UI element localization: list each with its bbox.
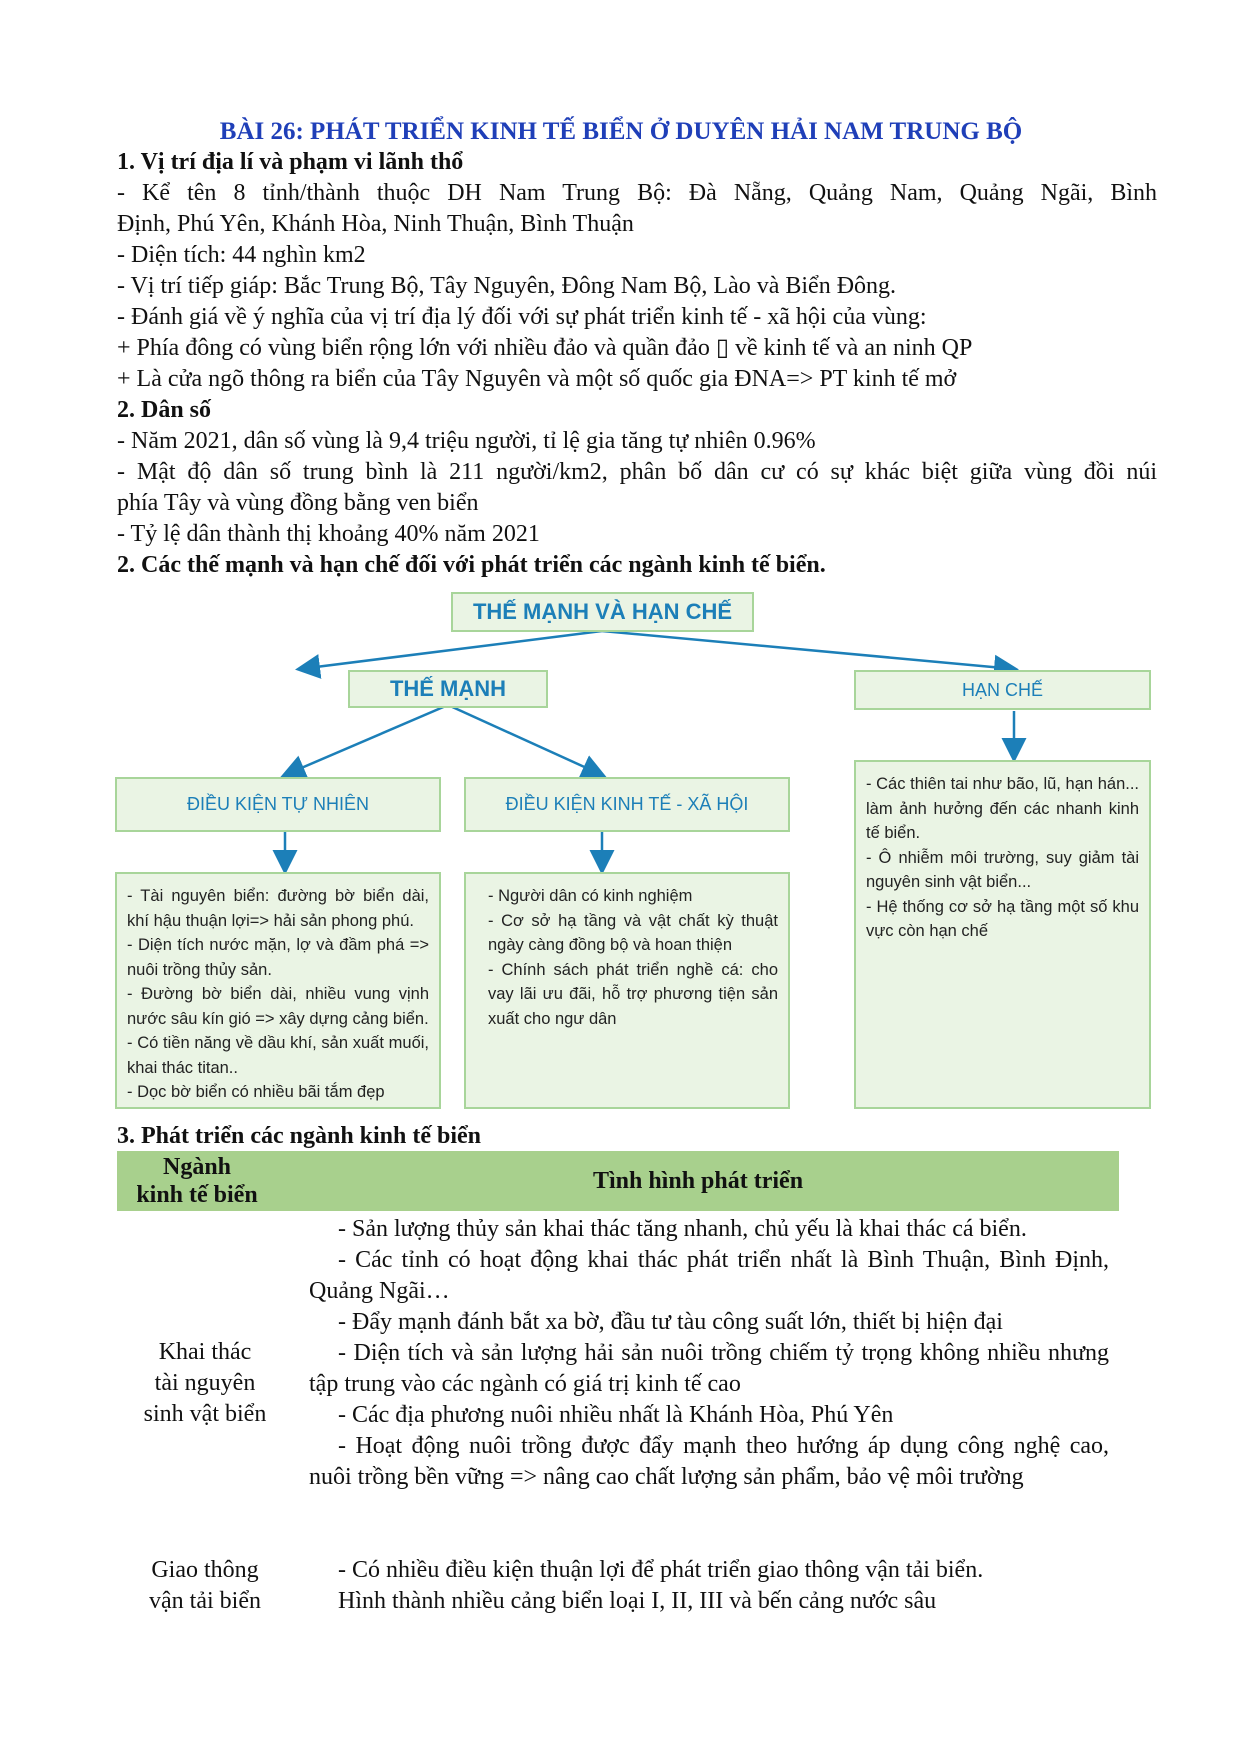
section2b-heading: 2. Các thế mạnh và hạn chế đối với phát triển các ngành kinh tế biển.	[117, 552, 826, 578]
natural-conditions-content	[115, 872, 441, 1109]
row1-item: - Sản lượng thủy sản khai thác tăng nhanh, chủ yếu là khai thác cá biển.	[338, 1216, 1027, 1242]
socio-economic-content	[464, 872, 790, 1109]
row1-item: - Hoạt động nuôi trồng được đẩy mạnh theo hướng áp dụng công nghệ cao, nuôi trồng bền vững => nâng cao chất lượng sản phẩm, bảo vệ môi trường	[309, 1433, 1109, 1490]
limit-item: - Ô nhiễm môi trường, suy giảm tài nguyên sinh vật biển...	[866, 848, 1139, 891]
provinces-line2: Định, Phú Yên, Khánh Hòa, Ninh Thuận, Bình Thuận	[117, 211, 634, 237]
row2-item: - Có nhiều điều kiện thuận lợi để phát triển giao thông vận tải biển.	[338, 1557, 984, 1583]
row1-development	[309, 1214, 1109, 1493]
strengths-limits-diagram	[115, 585, 1163, 1115]
area-text: - Diện tích: 44 nghìn km2	[117, 242, 366, 268]
natural-item: - Có tiền năng về dầu khí, sản xuất muối, khai thác titan..	[127, 1034, 429, 1077]
col1-line2: kinh tế biển	[136, 1182, 258, 1208]
table-header-col1	[117, 1151, 277, 1209]
limits-content	[854, 760, 1151, 1109]
natural-item: - Tài nguyên biển: đường bờ biển dài, khí hậu thuận lợi=> hải sản phong phú.	[127, 887, 429, 930]
row1-name-line2: tài nguyên	[154, 1370, 256, 1396]
natural-item: - Đường bờ biển dài, nhiều vung vịnh nước sâu kín gió => xây dựng cảng biển.	[127, 985, 429, 1028]
socio-item: - Cơ sở hạ tầng và vật chất kỳ thuật ngày càng đồng bộ và hoan thiện	[488, 911, 778, 954]
population-text: - Năm 2021, dân số vùng là 9,4 triệu người, tỉ lệ gia tăng tự nhiên 0.96%	[117, 428, 816, 454]
natural-conditions-box: ĐIỀU KIỆN TỰ NHIÊN	[115, 777, 441, 832]
row1-name-line3: sinh vật biển	[143, 1401, 267, 1427]
limits-box: HẠN CHẾ	[854, 670, 1151, 710]
row2-name-line2: vận tải biển	[149, 1588, 261, 1614]
evaluation-point1: + Phía đông có vùng biển rộng lớn với nhiều đảo và quần đảo ▯ về kinh tế và an ninh QP	[117, 335, 973, 361]
row1-item: - Các địa phương nuôi nhiều nhất là Khánh Hòa, Phú Yên	[338, 1402, 894, 1428]
row1-item: - Đẩy mạnh đánh bắt xa bờ, đầu tư tàu công suất lớn, thiết bị hiện đại	[338, 1309, 1003, 1335]
socio-item: - Người dân có kinh nghiệm	[488, 887, 693, 905]
row2-name-line1: Giao thông	[151, 1557, 259, 1583]
row1-sector-name	[125, 1337, 285, 1430]
socio-economic-box: ĐIỀU KIỆN KINH TẾ - XÃ HỘI	[464, 777, 790, 832]
limit-item: - Các thiên tai như bão, lũ, hạn hán... làm ảnh hưởng đến các nhanh kinh tế biển.	[866, 775, 1139, 842]
density-line1: - Mật độ dân số trung bình là 211 người/km2, phân bố dân cư có sự khác biệt giữa vùng đồi núi	[117, 459, 1157, 485]
diagram-root-box: THẾ MẠNH VÀ HẠN CHẾ	[451, 592, 754, 632]
row2-sector-name	[125, 1555, 285, 1617]
socio-item: - Chính sách phát triển nghề cá: cho vay lãi ưu đãi, hỗ trợ phương tiện sản xuất cho ngư dân	[488, 960, 778, 1028]
col1-line1: Ngành	[162, 1154, 232, 1180]
row1-name-line1: Khai thác	[158, 1339, 252, 1365]
evaluation-text: - Đánh giá về ý nghĩa của vị trí địa lý đối với sự phát triển kinh tế - xã hội của vùng:	[117, 304, 927, 330]
evaluation-point2: + Là cửa ngõ thông ra biển của Tây Nguyên và một số quốc gia ĐNA=> PT kinh tế mở	[117, 366, 957, 392]
page-title: BÀI 26: PHÁT TRIỂN KINH TẾ BIỂN Ở DUYÊN HẢI NAM TRUNG BỘ	[219, 118, 1023, 145]
natural-item: - Dọc bờ biển có nhiều bãi tắm đẹp	[127, 1083, 385, 1101]
section1-heading: 1. Vị trí địa lí và phạm vi lãnh thổ	[117, 149, 464, 175]
row2-development	[309, 1555, 1109, 1617]
table-header-col2: Tình hình phát triển	[592, 1168, 804, 1194]
section3-heading: 3. Phát triển các ngành kinh tế biển	[117, 1123, 482, 1149]
density-line2: phía Tây và vùng đồng bằng ven biển	[117, 490, 479, 516]
limit-item: - Hệ thống cơ sở hạ tầng một số khu vực còn hạn chế	[866, 897, 1139, 940]
strengths-box: THẾ MẠNH	[348, 670, 548, 708]
section2-heading: 2. Dân số	[117, 397, 212, 423]
row1-item: - Các tỉnh có hoạt động khai thác phát triển nhất là Bình Thuận, Bình Định, Quảng Ngãi…	[309, 1247, 1109, 1304]
borders-text: - Vị trí tiếp giáp: Bắc Trung Bộ, Tây Nguyên, Đông Nam Bộ, Lào và Biển Đông.	[117, 273, 897, 299]
provinces-line1: - Kể tên 8 tỉnh/thành thuộc DH Nam Trung Bộ: Đà Nẵng, Quảng Nam, Quảng Ngãi, Bình	[117, 180, 1157, 206]
row1-item: - Diện tích và sản lượng hải sản nuôi trồng chiếm tỷ trọng không nhiều nhưng tập trung vào các ngành có giá trị kinh tế cao	[309, 1340, 1109, 1397]
natural-item: - Diện tích nước mặn, lợ và đầm phá => nuôi trồng thủy sản.	[127, 936, 429, 979]
row2-item: Hình thành nhiều cảng biển loại I, II, III và bến cảng nước sâu	[338, 1588, 937, 1614]
urban-text: - Tỷ lệ dân thành thị khoảng 40% năm 2021	[117, 521, 540, 547]
table-header	[117, 1151, 1119, 1211]
